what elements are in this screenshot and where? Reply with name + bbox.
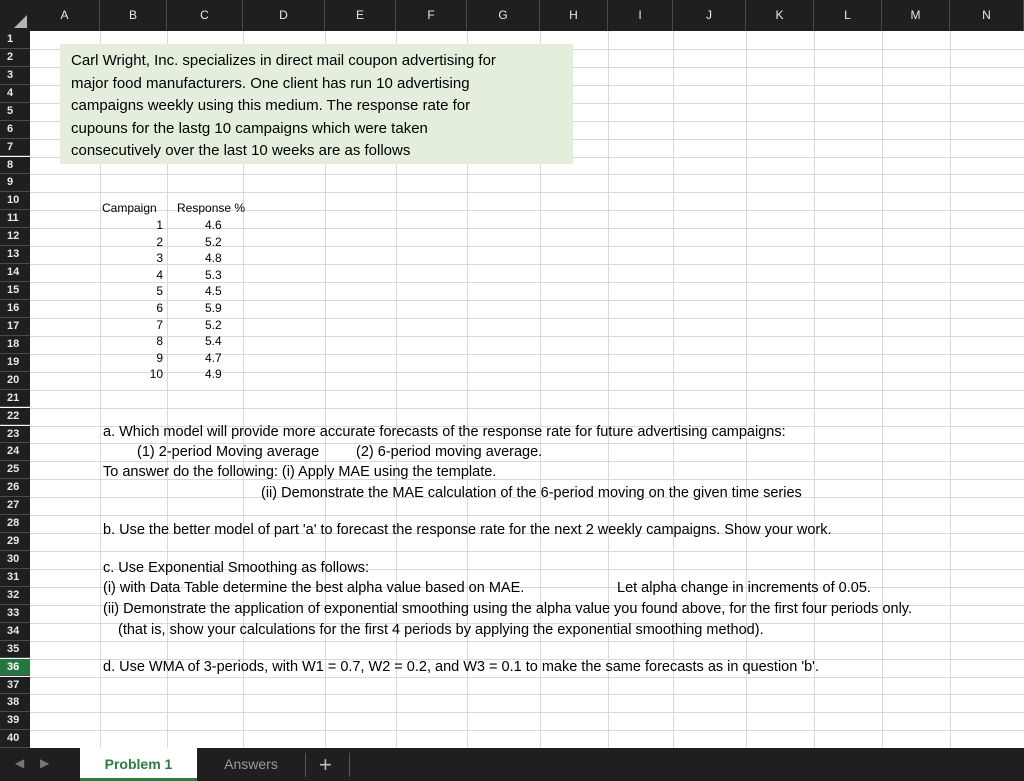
campaign-cell[interactable]: 6	[156, 301, 163, 315]
campaign-cell[interactable]: 4	[156, 267, 163, 282]
question-a-line1[interactable]: a. Which model will provide more accurate forecasts of the response rate for future advertising campaigns:	[103, 424, 786, 440]
prev-sheet-icon[interactable]: ◀	[15, 756, 25, 770]
response-cell[interactable]: 4.6	[205, 218, 222, 232]
row-header-19[interactable]: 19	[0, 354, 30, 372]
row-header-39[interactable]: 39	[0, 712, 30, 730]
column-header-l[interactable]: L	[814, 0, 882, 31]
question-b-line[interactable]: b. Use the better model of part 'a' to forecast the response rate for the next 2 weekly campaigns. Show your work.	[103, 522, 832, 538]
response-cell[interactable]: 5.9	[205, 301, 222, 315]
row-gridline	[30, 372, 1024, 373]
row-header-12[interactable]: 12	[0, 228, 30, 246]
table-header-response[interactable]: Response %	[177, 201, 246, 215]
row-header-17[interactable]: 17	[0, 318, 30, 336]
response-cell[interactable]: 4.8	[205, 251, 222, 266]
row-gridline	[30, 694, 1024, 695]
row-gridline	[30, 246, 1024, 247]
response-cell[interactable]: 5.2	[205, 317, 222, 332]
row-gridline	[30, 408, 1024, 409]
row-header-11[interactable]: 11	[0, 210, 30, 228]
row-header-31[interactable]: 31	[0, 569, 30, 587]
column-header-k[interactable]: K	[746, 0, 814, 31]
row-header-20[interactable]: 20	[0, 372, 30, 390]
question-d-line[interactable]: d. Use WMA of 3-periods, with W1 = 0.7, W2 = 0.2, and W3 = 0.1 to make the same forecasts as in question 'b'.	[103, 659, 819, 675]
row-header-25[interactable]: 25	[0, 461, 30, 479]
intro-line: major food manufacturers. One client has run 10 advertising	[71, 74, 470, 92]
column-header-j[interactable]: J	[673, 0, 746, 31]
campaign-cell[interactable]: 8	[156, 334, 163, 349]
row-header-32[interactable]: 32	[0, 587, 30, 605]
row-gridline	[30, 264, 1024, 265]
column-header-n[interactable]: N	[950, 0, 1024, 31]
tab-separator	[349, 753, 350, 777]
row-gridline	[30, 730, 1024, 731]
response-cell[interactable]: 5.4	[205, 334, 222, 349]
row-header-36[interactable]: 36	[0, 659, 30, 677]
question-a-line3[interactable]: To answer do the following: (i) Apply MAE using the template.	[103, 464, 497, 480]
column-header-i[interactable]: I	[608, 0, 673, 31]
campaign-cell[interactable]: 1	[156, 218, 163, 232]
select-all-corner[interactable]	[0, 0, 30, 31]
column-header-e[interactable]: E	[325, 0, 396, 31]
row-header-4[interactable]: 4	[0, 85, 30, 103]
table-header-campaign[interactable]: Campaign	[102, 201, 157, 215]
row-header-9[interactable]: 9	[0, 174, 30, 192]
row-header-22[interactable]: 22	[0, 408, 30, 426]
response-cell[interactable]: 4.7	[205, 350, 222, 365]
row-gridline	[30, 336, 1024, 337]
question-a-option1[interactable]: (1) 2-period Moving average	[137, 444, 320, 460]
row-header-40[interactable]: 40	[0, 730, 30, 748]
tab-separator	[305, 753, 306, 777]
row-gridline	[30, 641, 1024, 642]
tab-answers[interactable]: Answers	[224, 756, 278, 772]
row-header-15[interactable]: 15	[0, 282, 30, 300]
column-header-m[interactable]: M	[882, 0, 950, 31]
question-a-option2[interactable]: (2) 6-period moving average.	[356, 444, 543, 460]
row-header-30[interactable]: 30	[0, 551, 30, 569]
row-gridline	[30, 677, 1024, 678]
row-header-26[interactable]: 26	[0, 479, 30, 497]
row-header-24[interactable]: 24	[0, 443, 30, 461]
row-header-6[interactable]: 6	[0, 121, 30, 139]
campaign-cell[interactable]: 7	[156, 317, 163, 332]
row-gridline	[30, 300, 1024, 301]
row-header-16[interactable]: 16	[0, 300, 30, 318]
row-gridline	[30, 551, 1024, 552]
column-header-h[interactable]: H	[540, 0, 608, 31]
question-a-line4[interactable]: (ii) Demonstrate the MAE calculation of the 6-period moving on the given time series	[261, 485, 802, 501]
campaign-cell[interactable]: 9	[156, 350, 163, 365]
campaign-cell[interactable]: 10	[149, 367, 163, 382]
row-gridline	[30, 461, 1024, 462]
row-gridline	[30, 192, 1024, 193]
intro-line: consecutively over the last 10 weeks are as follows	[71, 142, 411, 159]
row-header-23[interactable]: 23	[0, 426, 30, 444]
add-sheet-button[interactable]: +	[319, 752, 332, 777]
row-gridline	[30, 318, 1024, 319]
intro-text-box	[60, 44, 573, 164]
response-cell[interactable]: 4.5	[205, 284, 222, 299]
row-header-29[interactable]: 29	[0, 533, 30, 551]
row-header-13[interactable]: 13	[0, 246, 30, 264]
question-c-line1[interactable]: c. Use Exponential Smoothing as follows:	[103, 560, 369, 576]
response-cell[interactable]: 4.9	[205, 367, 222, 382]
row-header-34[interactable]: 34	[0, 623, 30, 641]
tab-problem-1[interactable]: Problem 1	[80, 748, 197, 781]
intro-line: cupouns for the lastg 10 campaigns which were taken	[71, 119, 428, 137]
row-gridline	[30, 354, 1024, 355]
question-c-line2a[interactable]: (i) with Data Table determine the best alpha value based on MAE.	[103, 580, 525, 596]
row-header-3[interactable]: 3	[0, 67, 30, 85]
row-header-1[interactable]: 1	[0, 31, 30, 49]
row-header-35[interactable]: 35	[0, 641, 30, 659]
campaign-cell[interactable]: 2	[156, 234, 163, 249]
question-c-line4[interactable]: (that is, show your calculations for the first 4 periods by applying the exponential smoothing method).	[118, 622, 764, 638]
row-gridline	[30, 390, 1024, 391]
column-header-d[interactable]: D	[243, 0, 325, 31]
row-header-38[interactable]: 38	[0, 694, 30, 712]
row-header-18[interactable]: 18	[0, 336, 30, 354]
row-header-37[interactable]: 37	[0, 677, 30, 695]
row-gridline	[30, 228, 1024, 229]
column-header-a[interactable]: A	[30, 0, 100, 31]
row-header-5[interactable]: 5	[0, 103, 30, 121]
row-gridline	[30, 282, 1024, 283]
row-header-2[interactable]: 2	[0, 49, 30, 67]
row-header-10[interactable]: 10	[0, 192, 30, 210]
column-header-c[interactable]: C	[167, 0, 243, 31]
sheet-tab-bar	[0, 748, 1024, 781]
row-header-27[interactable]: 27	[0, 497, 30, 515]
column-header-b[interactable]: B	[100, 0, 167, 31]
next-sheet-icon[interactable]: ▶	[40, 756, 50, 770]
intro-line: Carl Wright, Inc. specializes in direct mail coupon advertising for	[71, 52, 496, 69]
question-c-line2b[interactable]: Let alpha change in increments of 0.05.	[617, 580, 871, 596]
row-header-21[interactable]: 21	[0, 390, 30, 408]
campaign-cell[interactable]: 3	[156, 251, 163, 266]
row-gridline	[30, 712, 1024, 713]
response-cell[interactable]: 5.3	[205, 267, 222, 282]
column-header-f[interactable]: F	[396, 0, 467, 31]
row-gridline	[30, 515, 1024, 516]
row-header-14[interactable]: 14	[0, 264, 30, 282]
campaign-cell[interactable]: 5	[156, 284, 163, 299]
intro-line: campaigns weekly using this medium. The response rate for	[71, 97, 471, 114]
column-header-g[interactable]: G	[467, 0, 540, 31]
row-header-33[interactable]: 33	[0, 605, 30, 623]
question-c-line3[interactable]: (ii) Demonstrate the application of exponential smoothing using the alpha value you found above, for the first four periods only.	[103, 601, 912, 617]
row-header-8[interactable]: 8	[0, 157, 30, 175]
response-cell[interactable]: 5.2	[205, 234, 222, 249]
row-header-28[interactable]: 28	[0, 515, 30, 533]
row-gridline	[30, 174, 1024, 175]
row-header-7[interactable]: 7	[0, 139, 30, 157]
